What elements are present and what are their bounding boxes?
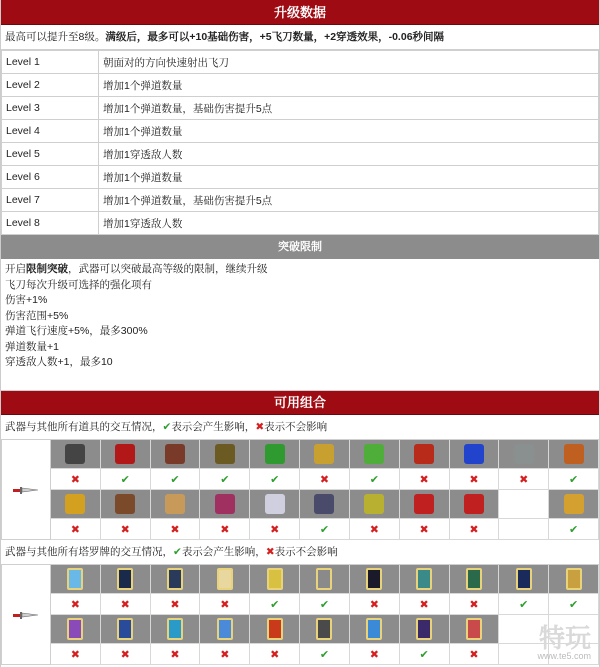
limit-break-line: 弹道飞行速度+5%，最多300% xyxy=(5,325,148,337)
cross-icon: ✖ xyxy=(450,644,500,665)
wings-icon xyxy=(265,494,285,514)
cross-icon: ✖ xyxy=(200,644,250,665)
note1-mid: 表示会产生影响， xyxy=(171,421,256,433)
tarot-sun-icon xyxy=(217,618,233,640)
check-icon: ✔ xyxy=(549,469,599,490)
items-note xyxy=(1,415,599,439)
item-icon-cell[interactable] xyxy=(51,565,101,594)
level-row xyxy=(2,97,599,120)
level-row xyxy=(2,212,599,235)
cross-icon: ✖ xyxy=(450,469,500,490)
item-icon-cell[interactable] xyxy=(51,440,101,469)
item-icon-cell[interactable] xyxy=(101,565,151,594)
item-icon-cell[interactable] xyxy=(250,565,300,594)
item-icon-cell[interactable] xyxy=(200,565,250,594)
item-icon-cell[interactable] xyxy=(450,440,500,469)
item-icon-cell[interactable] xyxy=(400,615,450,644)
level-row xyxy=(2,143,599,166)
item-icon-cell[interactable] xyxy=(549,440,599,469)
line1-post: ，武器可以突破最高等级的限制，继续升级 xyxy=(68,263,268,275)
item-icon-cell[interactable] xyxy=(101,440,151,469)
cross-icon: ✖ xyxy=(450,594,500,615)
level-name: Level 7 xyxy=(2,189,99,212)
item-icon-cell[interactable] xyxy=(350,490,400,519)
item-icon-cell[interactable] xyxy=(499,490,549,519)
skull-icon xyxy=(514,444,534,464)
axe-red-icon xyxy=(464,494,484,514)
level-table xyxy=(1,50,599,235)
item-icon-cell[interactable] xyxy=(200,490,250,519)
cross-icon: ✖ xyxy=(101,594,151,615)
cross-icon: ✖ xyxy=(151,644,201,665)
ring-gold-icon xyxy=(364,494,384,514)
level-desc: 增加1个弹道数量，基础伤害提升5点 xyxy=(99,189,599,212)
bullet-icon xyxy=(564,494,584,514)
item-icon-cell[interactable] xyxy=(51,615,101,644)
book-icon xyxy=(115,444,135,464)
check-icon: ✔ xyxy=(400,644,450,665)
mask-icon xyxy=(165,494,185,514)
cross-icon: ✖ xyxy=(350,594,400,615)
cross-icon: ✖ xyxy=(101,644,151,665)
item-icon-cell[interactable] xyxy=(300,565,350,594)
tarot-ring-icon xyxy=(466,618,482,640)
watermark-logo: 特玩 xyxy=(538,623,591,653)
cross-icon: ✖ xyxy=(255,421,265,433)
watermark-url: www.te5.com xyxy=(537,651,591,661)
candelabrador-icon xyxy=(314,444,334,464)
level-name: Level 1 xyxy=(2,51,99,74)
tarot-dark-icon xyxy=(117,568,133,590)
tarot-note xyxy=(1,540,599,564)
cross-icon: ✖ xyxy=(350,644,400,665)
upgrade-header: 升级数据 xyxy=(1,0,599,25)
cross-icon: ✖ xyxy=(51,594,101,615)
level-desc: 增加1个弹道数量，基础伤害提升5点 xyxy=(99,97,599,120)
level-name: Level 2 xyxy=(2,74,99,97)
tarot-lightning-icon xyxy=(366,618,382,640)
item-icon-cell[interactable] xyxy=(549,565,599,594)
tarot-combo-grid xyxy=(1,564,599,665)
knife-weapon-icon xyxy=(1,440,51,540)
tarot-mirror-icon xyxy=(167,568,183,590)
tarot-gold-icon xyxy=(566,568,582,590)
level-desc: 增加1穿透敌人数 xyxy=(99,143,599,166)
check-icon: ✔ xyxy=(300,594,350,615)
check-icon: ✔ xyxy=(300,644,350,665)
tarot-flame-icon xyxy=(267,618,283,640)
tiragisu-icon xyxy=(115,494,135,514)
level-desc: 增加1个弹道数量 xyxy=(99,74,599,97)
cross-icon: ✖ xyxy=(200,519,250,540)
item-icon-cell[interactable] xyxy=(450,565,500,594)
tarot-crown-icon xyxy=(217,568,233,590)
item-icon-cell[interactable] xyxy=(499,565,549,594)
item-icon-cell[interactable] xyxy=(549,490,599,519)
item-icon-cell[interactable] xyxy=(101,615,151,644)
tarot-purple-icon xyxy=(67,618,83,640)
item-icon-cell[interactable] xyxy=(300,440,350,469)
cross-icon: ✖ xyxy=(250,644,300,665)
item-icon-cell[interactable] xyxy=(400,565,450,594)
tarot-teal-icon xyxy=(416,568,432,590)
summary-prefix: 最高可以提升至8级。 xyxy=(5,31,106,43)
check-icon: ✔ xyxy=(162,421,172,433)
combos-header: 可用组合 xyxy=(1,391,599,415)
clover-icon xyxy=(265,444,285,464)
cross-icon: ✖ xyxy=(450,519,500,540)
knife-icon xyxy=(13,610,39,620)
check-icon: ✔ xyxy=(549,519,599,540)
ring-blue-icon xyxy=(314,494,334,514)
check-icon: ✔ xyxy=(173,546,182,558)
item-icon-cell[interactable] xyxy=(350,615,400,644)
item-icon-cell[interactable] xyxy=(450,490,500,519)
check-icon: ✔ xyxy=(101,469,151,490)
level-name: Level 6 xyxy=(2,166,99,189)
level-row xyxy=(2,189,599,212)
note2-pre: 武器与其他所有塔罗牌的交互情况， xyxy=(5,546,173,558)
check-icon: ✔ xyxy=(250,469,300,490)
cross-icon: ✖ xyxy=(151,594,201,615)
cross-icon: ✖ xyxy=(350,519,400,540)
item-icon-cell[interactable] xyxy=(151,490,201,519)
check-icon: ✔ xyxy=(300,519,350,540)
summary-bold: 满级后，最多可以+10基础伤害，+5飞刀数量，+2穿透效果，-0.06秒间隔 xyxy=(105,31,445,43)
cross-icon: ✖ xyxy=(265,546,275,558)
check-icon: ✔ xyxy=(250,594,300,615)
level-desc: 增加1个弹道数量 xyxy=(99,166,599,189)
tarot-web-icon xyxy=(316,568,332,590)
cross-icon: ✖ xyxy=(499,469,549,490)
level-name: Level 5 xyxy=(2,143,99,166)
item-icon-cell[interactable] xyxy=(250,490,300,519)
cross-icon: ✖ xyxy=(51,469,101,490)
limit-break-line1 xyxy=(5,262,595,278)
item-icon-cell[interactable] xyxy=(51,490,101,519)
check-icon: ✔ xyxy=(151,469,201,490)
check-icon: ✔ xyxy=(350,469,400,490)
cross-icon: ✖ xyxy=(400,469,450,490)
item-icon-cell[interactable] xyxy=(350,565,400,594)
heart-icon xyxy=(65,444,85,464)
item-icon-cell[interactable] xyxy=(151,615,201,644)
check-icon: ✔ xyxy=(200,469,250,490)
item-icon-cell[interactable] xyxy=(250,615,300,644)
item-icon-cell[interactable] xyxy=(300,615,350,644)
level-desc: 朝面对的方向快速射出飞刀 xyxy=(99,51,599,74)
level-row xyxy=(2,51,599,74)
item-icon-cell[interactable] xyxy=(250,440,300,469)
cross-icon: ✖ xyxy=(250,519,300,540)
cross-icon: ✖ xyxy=(101,519,151,540)
limit-break-line: 弹道数量+1 xyxy=(5,340,59,353)
item-icon-cell[interactable] xyxy=(200,615,250,644)
limit-break-text xyxy=(1,259,599,391)
note1-post: 表示不会影响 xyxy=(264,421,328,433)
limit-break-line: 飞刀每次升级可选择的强化项有 xyxy=(5,278,152,291)
item-icon-cell[interactable] xyxy=(300,490,350,519)
item-icon-cell[interactable] xyxy=(350,440,400,469)
limit-break-header: 突破限制 xyxy=(1,235,599,259)
item-icon-cell[interactable] xyxy=(151,440,201,469)
upgrade-summary xyxy=(1,25,599,50)
gauntlet-icon xyxy=(165,444,185,464)
level-name: Level 4 xyxy=(2,120,99,143)
level-name: Level 3 xyxy=(2,97,99,120)
crown-heart-icon xyxy=(414,444,434,464)
tarot-moon-icon xyxy=(366,568,382,590)
note2-post: 表示不会影响 xyxy=(274,546,338,558)
tarot-serpent-icon xyxy=(316,618,332,640)
item-icon-cell[interactable] xyxy=(101,490,151,519)
empty-cell xyxy=(499,519,549,540)
item-icon-cell[interactable] xyxy=(400,490,450,519)
cross-icon: ✖ xyxy=(51,644,101,665)
item-icon-cell[interactable] xyxy=(200,440,250,469)
armor-icon xyxy=(215,444,235,464)
item-icon-cell[interactable] xyxy=(450,615,500,644)
cross-icon: ✖ xyxy=(300,469,350,490)
cross-icon: ✖ xyxy=(151,519,201,540)
cross-icon: ✖ xyxy=(200,594,250,615)
tarot-tree-icon xyxy=(466,568,482,590)
claw-icon xyxy=(414,494,434,514)
items-combo-grid xyxy=(1,439,599,540)
line1-bold: 限制突破 xyxy=(26,263,68,275)
tarot-king-icon xyxy=(416,618,432,640)
check-icon: ✔ xyxy=(499,594,549,615)
crown-icon xyxy=(65,494,85,514)
knife-weapon-icon xyxy=(1,565,51,665)
limit-break-line: 伤害范围+5% xyxy=(5,309,69,322)
level-desc: 增加1穿透敌人数 xyxy=(99,212,599,235)
orb-icon xyxy=(464,444,484,464)
level-name: Level 8 xyxy=(2,212,99,235)
limit-break-line: 伤害+1% xyxy=(5,294,48,306)
item-icon-cell[interactable] xyxy=(151,565,201,594)
cross-icon: ✖ xyxy=(400,594,450,615)
item-icon-cell[interactable] xyxy=(499,440,549,469)
note1-pre: 武器与其他所有道具的交互情况， xyxy=(5,421,163,433)
level-row xyxy=(2,74,599,97)
item-icon-cell[interactable] xyxy=(400,440,450,469)
cross-icon: ✖ xyxy=(400,519,450,540)
tarot-blue-icon xyxy=(117,618,133,640)
cross-icon: ✖ xyxy=(51,519,101,540)
limit-break-line: 穿透敌人数+1，最多10 xyxy=(5,356,113,368)
tarot-cyan-icon xyxy=(167,618,183,640)
level-row xyxy=(2,166,599,189)
knife-icon xyxy=(13,485,39,495)
site-watermark xyxy=(537,618,591,661)
tarot-yellow-icon xyxy=(267,568,283,590)
line1-pre: 开启 xyxy=(5,263,26,275)
level-row xyxy=(2,120,599,143)
attractorb-icon xyxy=(564,444,584,464)
tarot-ice-icon xyxy=(67,568,83,590)
eye-icon xyxy=(215,494,235,514)
check-icon: ✔ xyxy=(549,594,599,615)
note2-mid: 表示会产生影响， xyxy=(181,546,266,558)
level-desc: 增加1个弹道数量 xyxy=(99,120,599,143)
tarot-star-icon xyxy=(516,568,532,590)
wing-leaf-icon xyxy=(364,444,384,464)
